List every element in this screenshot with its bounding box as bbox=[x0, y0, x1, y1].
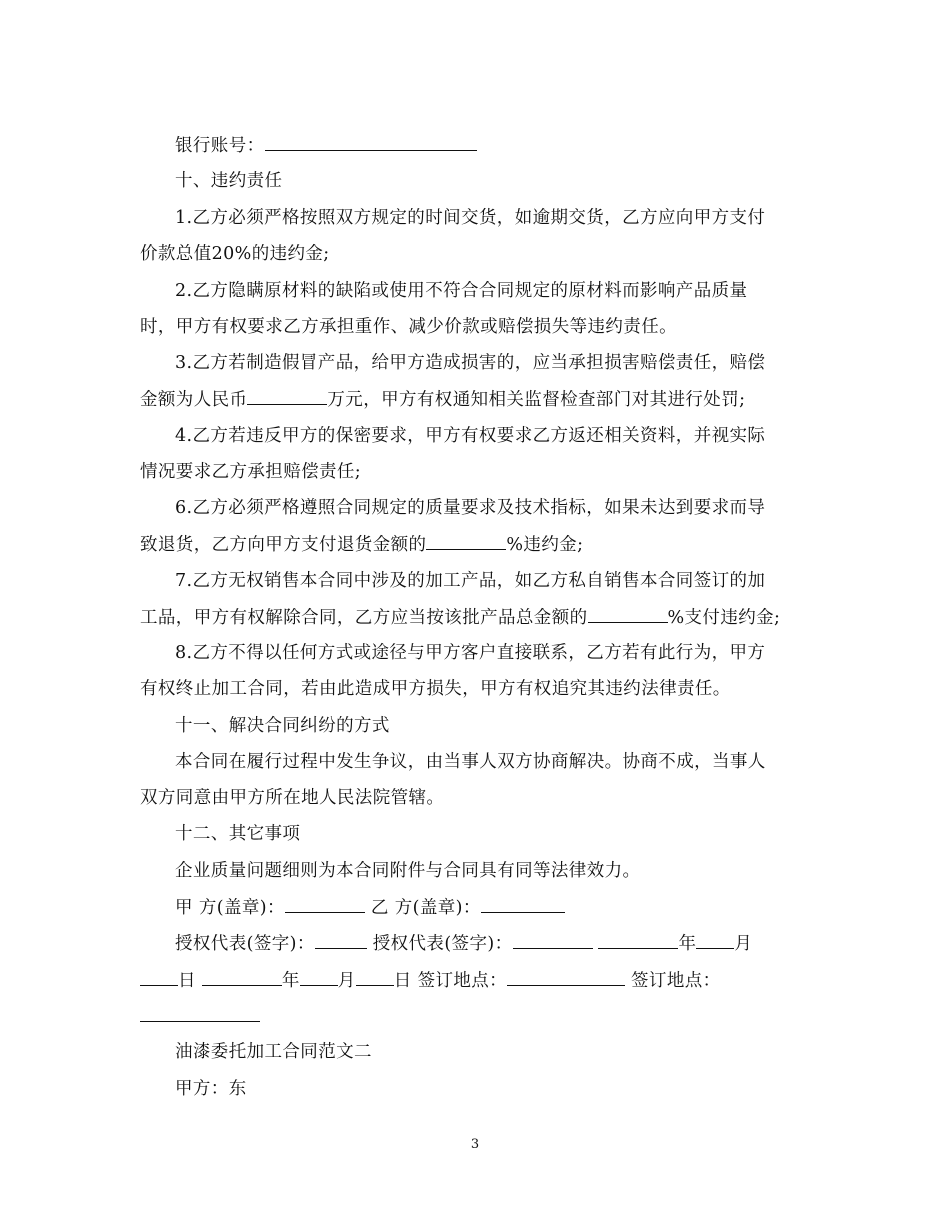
item-6-line-2 bbox=[140, 533, 583, 556]
date-a-month-blank bbox=[696, 932, 734, 949]
item-1-line-1: 1.乙方必须严格按照双方规定的时间交货，如逾期交货，乙方应向甲方支付 bbox=[175, 208, 766, 228]
item-1-line-2: 价款总值20%的违约金; bbox=[140, 244, 330, 264]
item-7-line-1: 7.乙方无权销售本合同中涉及的加工产品，如乙方私自销售本合同签订的加 bbox=[175, 571, 766, 591]
party-a-seal-label: 甲 方(盖章)： bbox=[175, 898, 285, 918]
auth-rep-a-label: 授权代表(签字)： bbox=[175, 934, 315, 954]
date-a-day-blank bbox=[140, 969, 178, 986]
item-4-line-2: 情况要求乙方承担赔偿责任; bbox=[140, 462, 362, 482]
bank-account-line bbox=[175, 134, 477, 157]
section-11-line-2: 双方同意由甲方所在地人民法院管辖。 bbox=[140, 788, 445, 808]
item-2-line-1: 2.乙方隐瞒原材料的缺陷或使用不符合合同规定的原材料而影响产品质量 bbox=[175, 281, 748, 301]
sign-place-a-blank bbox=[507, 969, 625, 986]
date-a-year-blank bbox=[598, 932, 678, 949]
date-b-day-label: 日 bbox=[393, 971, 412, 991]
item-6-refund-suffix: %违约金; bbox=[506, 535, 584, 555]
section-12-title: 十二、其它事项 bbox=[175, 824, 301, 844]
item-3-line-1: 3.乙方若制造假冒产品，给甲方造成损害的，应当承担损害赔偿责任，赔偿 bbox=[175, 353, 766, 373]
auth-rep-b-label: 授权代表(签字)： bbox=[372, 934, 513, 954]
item-7-penalty-suffix: %支付违约金; bbox=[667, 608, 781, 628]
item-6-percent-blank bbox=[426, 533, 506, 550]
item-3-amount-label: 金额为人民币 bbox=[140, 390, 248, 410]
sign-place-b-label: 签订地点： bbox=[631, 971, 721, 991]
section-11-title: 十一、解决合同纠纷的方式 bbox=[175, 716, 390, 736]
sign-place-a-label: 签订地点： bbox=[417, 971, 508, 991]
date-b-month-blank bbox=[300, 969, 338, 986]
party-a-seal-blank bbox=[285, 896, 365, 913]
party-b-seal-label: 乙 方(盖章)： bbox=[370, 898, 481, 918]
auth-rep-a-blank bbox=[315, 932, 367, 949]
item-7-percent-blank bbox=[588, 606, 668, 623]
date-a-month-label: 月 bbox=[734, 934, 753, 954]
sign-place-b-blank bbox=[140, 1005, 260, 1022]
item-3-amount-suffix: 万元，甲方有权通知相关监督检查部门对其进行处罚; bbox=[327, 390, 746, 410]
item-3-line-2 bbox=[140, 388, 745, 411]
seal-line bbox=[175, 896, 565, 919]
party-b-seal-blank bbox=[481, 896, 565, 913]
date-place-line bbox=[140, 969, 721, 992]
bank-account-blank bbox=[265, 134, 477, 151]
item-7-line-2 bbox=[140, 606, 780, 629]
date-b-year-blank bbox=[202, 969, 282, 986]
item-8-line-2: 有权终止加工合同，若由此造成甲方损失，甲方有权追究其违约法律责任。 bbox=[140, 679, 731, 699]
date-a-year-label: 年 bbox=[678, 934, 697, 954]
date-b-month-label: 月 bbox=[337, 971, 356, 991]
item-2-line-2: 时，甲方有权要求乙方承担重作、减少价款或赔偿损失等违约责任。 bbox=[140, 317, 677, 337]
item-6-line-1: 6.乙方必须严格遵照合同规定的质量要求及技术指标，如果未达到要求而导 bbox=[175, 498, 766, 518]
item-8-line-1: 8.乙方不得以任何方式或途径与甲方客户直接联系，乙方若有此行为，甲方 bbox=[175, 643, 766, 663]
page-number: 3 bbox=[470, 1137, 480, 1152]
item-6-refund-label: 致退货，乙方向甲方支付退货金额的 bbox=[140, 535, 427, 555]
next-party-a: 甲方：东 bbox=[175, 1079, 247, 1099]
sign-place-b-line bbox=[140, 1005, 260, 1028]
section-12-line-1: 企业质量问题细则为本合同附件与合同具有同等法律效力。 bbox=[175, 861, 641, 881]
next-contract-title: 油漆委托加工合同范文二 bbox=[175, 1042, 372, 1062]
auth-rep-b-blank bbox=[513, 932, 593, 949]
item-7-penalty-label: 工品，甲方有权解除合同，乙方应当按该批产品总金额的 bbox=[140, 608, 588, 628]
authorized-rep-line bbox=[175, 932, 752, 955]
section-10-title: 十、违约责任 bbox=[175, 171, 283, 191]
item-3-amount-blank bbox=[247, 388, 327, 405]
date-b-year-label: 年 bbox=[281, 971, 300, 991]
date-a-day-label: 日 bbox=[178, 971, 196, 991]
bank-account-label: 银行账号： bbox=[175, 136, 265, 156]
section-11-line-1: 本合同在履行过程中发生争议，由当事人双方协商解决。协商不成，当事人 bbox=[175, 752, 766, 772]
date-b-day-blank bbox=[356, 969, 394, 986]
item-4-line-1: 4.乙方若违反甲方的保密要求，甲方有权要求乙方返还相关资料，并视实际 bbox=[175, 426, 766, 446]
